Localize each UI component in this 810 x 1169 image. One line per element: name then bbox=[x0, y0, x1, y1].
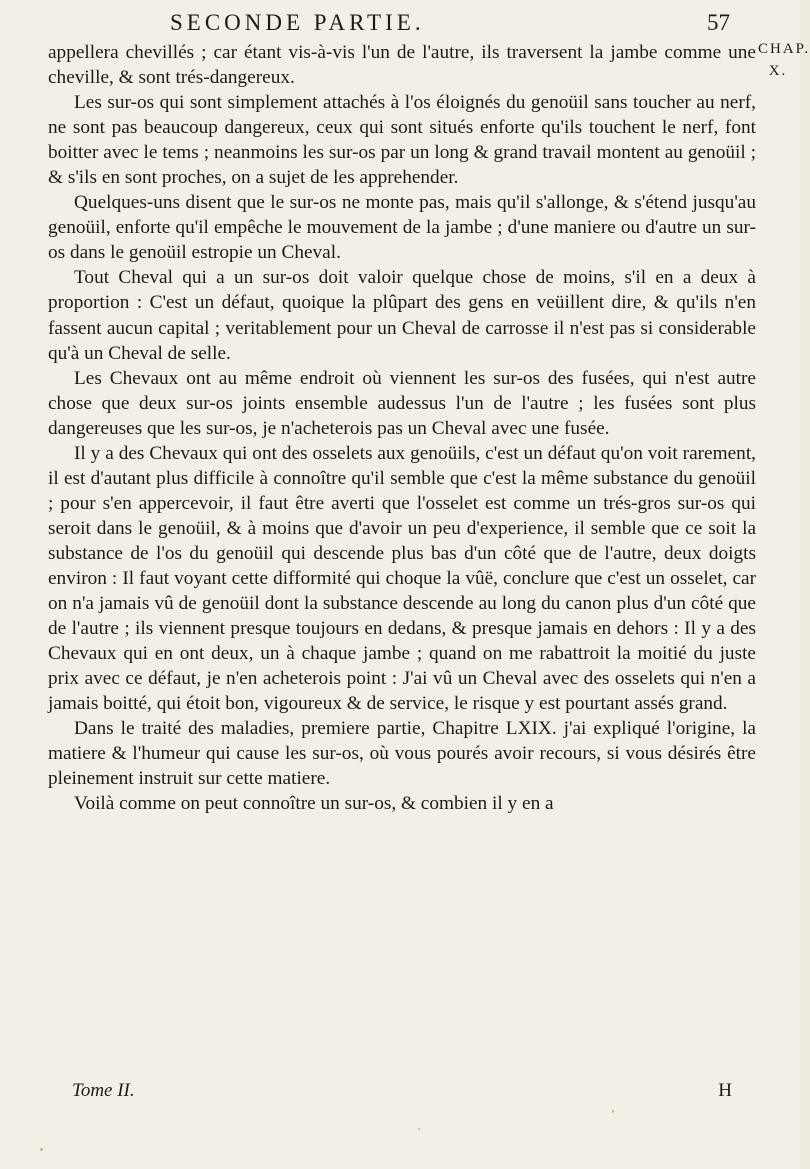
chapter-label: CHAP. bbox=[758, 41, 810, 57]
body-text bbox=[48, 40, 756, 816]
running-title: SECONDE PARTIE. bbox=[170, 10, 425, 35]
paper-speck bbox=[418, 1128, 420, 1130]
paragraph: Voilà comme on peut connoître un sur-os, & combien il y en a bbox=[74, 793, 554, 815]
chapter-marginal-note bbox=[758, 38, 810, 82]
paper-speck bbox=[40, 1148, 43, 1151]
paragraph: Les sur-os qui sont simplement attachés à l'os éloignés du genoüil sans toucher au nerf, ne sont pas beaucoup dangereux, ceux qui sont situés enforte qu'ils touchent le nerf, font boitter avec le tems ; neanmoins les sur-os par un long & grand travail montent au genoüil ; & s'ils en sont proches, on a sujet de les apprehender. bbox=[48, 92, 756, 189]
running-head bbox=[170, 10, 730, 36]
paragraph: Tout Cheval qui a un sur-os doit valoir quelque chose de moins, s'il en a deux à proportion : C'est un défaut, quoique la plûpart des gens en veüillent dire, & qu'ils n'en fassent aucun capital ; veritablement pour un Cheval de carrosse il n'est pas si considerable qu'à un Cheval de selle. bbox=[48, 267, 756, 364]
paragraph: Il y a des Chevaux qui ont des osselets aux genoüils, c'est un défaut qu'on voit rarement, il est d'autant plus difficile à connoître qu'il semble que c'est la même substance du genoüil ; pour s'en appercevoir, il faut être averti que l'osselet est comme un trés-gros sur-os qui seroit dans le genoüil, & à moins que d'avoir un peu d'experience, il semble que ce soit la substance de l'os du genoüil qui descende plus bas d'un côté que de l'autre, deux doigts environ : Il faut voyant cette difformité qui choque la vûë, conclure que c'est un osselet, car on n'a jamais vû de genoüil dont la substance descende au long du canon plus d'un côté que de l'autre ; ils viennent presque toujours en dedans, & presque jamais en dehors : Il y a des Chevaux qui en ont deux, un à chaque jambe ; quand on me rabattroit la moitié du juste prix avec ce défaut, je n'en acheterois point : J'ai vû un Cheval avec des osselets qui n'en a jamais boitté, qui étoit bon, vigoureux & de service, le risque y est pourtant assés grand. bbox=[48, 442, 756, 715]
paragraph: Les Chevaux ont au même endroit où viennent les sur-os des fusées, qui n'est autre chose que deux sur-os joints ensemble audessus l'un de l'autre ; les fusées sont plus dangereuses que les sur-os, je n'acheterois pas un Cheval avec une fusée. bbox=[48, 367, 756, 439]
chapter-number: X. bbox=[768, 63, 788, 79]
paragraph: appellera chevillés ; car étant vis-à-vis l'un de l'autre, ils traversent la jambe comme une cheville, & sont trés-dangereux. bbox=[48, 42, 756, 89]
signature-mark: H bbox=[718, 1080, 732, 1101]
paragraph: Dans le traité des maladies, premiere partie, Chapitre LXIX. j'ai expliqué l'origine, la matiere & l'humeur qui cause les sur-os, où vous pourés avoir recours, si vous désirés être pleinement instruit sur cette matiere. bbox=[48, 718, 756, 790]
paper-speck bbox=[612, 1110, 614, 1113]
tome-label: Tome II. bbox=[72, 1080, 135, 1101]
paragraph: Quelques-uns disent que le sur-os ne monte pas, mais qu'il s'allonge, & s'étend jusqu'au genoüil, enforte qu'il empêche le mouvement de la jambe ; d'une maniere ou d'autre un sur-os dans le genoüil estropie un Cheval. bbox=[48, 192, 756, 264]
page-number: 57 bbox=[707, 10, 730, 35]
page-footer bbox=[72, 1080, 732, 1110]
